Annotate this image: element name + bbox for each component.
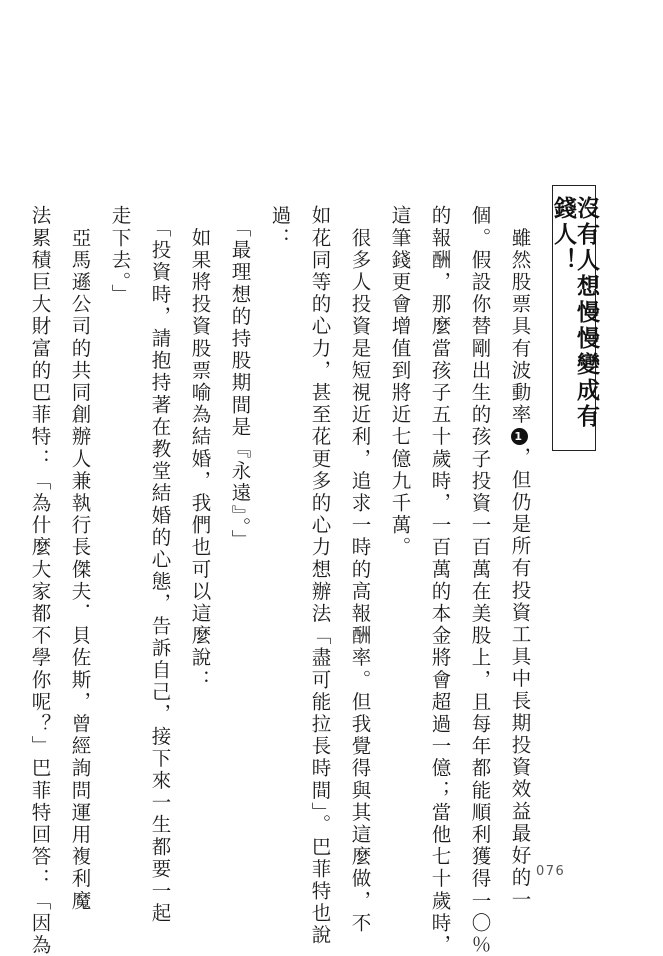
text-column-11: 走下去。」 xyxy=(108,205,132,306)
footnote-marker-icon: 1 xyxy=(511,428,528,445)
text-column-1 xyxy=(508,205,532,912)
text-column-5: 很多人投資是短視近利，追求一時的高報酬率。但我覺得與其這麼做，不 xyxy=(348,205,372,935)
text-column-9: 如果將投資股票喻為結婚，我們也可以這麼說： xyxy=(188,205,212,692)
text-column-13: 法累積巨大財富的巴菲特：「為什麼大家都不學你呢？」巴菲特回答：「因為 xyxy=(28,205,52,956)
column-1-pre: 雖然股票具有波動率 xyxy=(508,205,532,426)
chapter-heading: 沒有人想慢慢變成有錢人！ xyxy=(550,196,599,430)
column-1-post: ，但仍是所有投資工具中長期投資效益最好的一 xyxy=(508,447,532,912)
text-column-2: 個。假設你替剛出生的孩子投資一百萬在美股上，且每年都能順利獲得一〇％ xyxy=(468,205,492,956)
text-column-6: 如花同等的心力，甚至花更多的心力想辦法「盡可能拉長時間」。巴菲特也說 xyxy=(308,205,332,947)
page-number: 076 xyxy=(536,864,566,879)
text-column-8: 「最理想的持股期間是『永遠』。」 xyxy=(228,205,252,552)
chapter-heading-box xyxy=(550,185,599,451)
text-column-10: 「投資時，請抱持著在教堂結婚的心態，告訴自己，接下來一生都要一起 xyxy=(148,205,172,925)
text-column-4: 這筆錢更會增值到將近七億九千萬。 xyxy=(388,205,412,559)
text-column-7: 過： xyxy=(268,205,292,250)
text-column-3: 的報酬，那麼當孩子五十歲時，一百萬的本金將會超過一億；當他七十歲時， xyxy=(428,205,452,956)
text-column-12: 亞馬遜公司的共同創辦人兼執行長傑夫．貝佐斯，曾經詢問運用複利魔 xyxy=(68,205,92,913)
